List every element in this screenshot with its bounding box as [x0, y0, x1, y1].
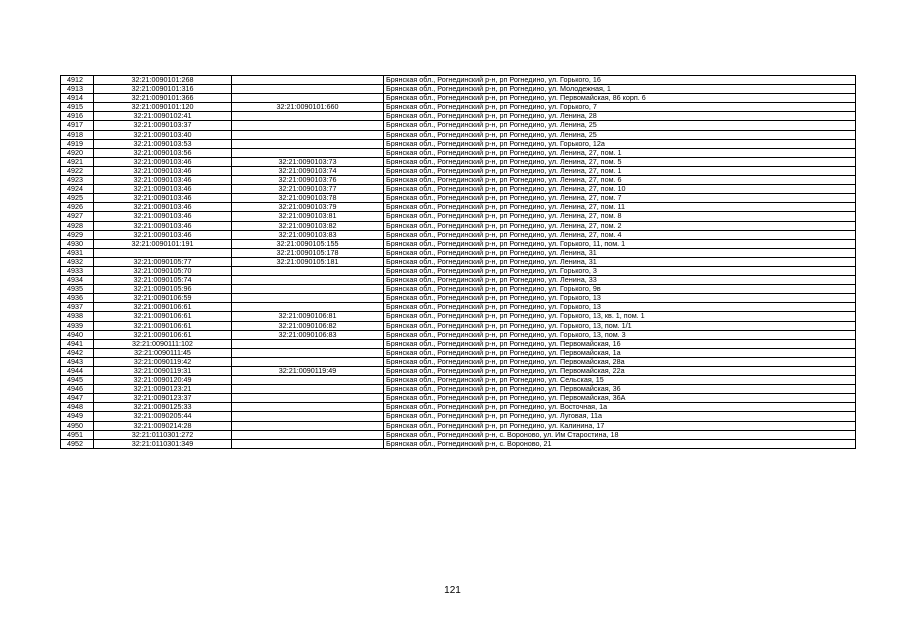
address-cell: Брянская обл., Рогнединский р-н, рп Рогнедино, ул. Первомайская, 86 корп. 6 [384, 94, 856, 103]
premises-cadastral-number-cell: 32:21:0090105:181 [232, 257, 384, 266]
table-row [61, 176, 856, 185]
row-number-cell: 4922 [61, 166, 94, 175]
premises-cadastral-number-cell: 32:21:0090103:77 [232, 185, 384, 194]
premises-cadastral-number-cell: 32:21:0090103:79 [232, 203, 384, 212]
cadastral-number-cell: 32:21:0090111:45 [94, 348, 232, 357]
table-row [61, 339, 856, 348]
table-row [61, 94, 856, 103]
row-number-cell: 4943 [61, 357, 94, 366]
address-cell: Брянская обл., Рогнединский р-н, рп Рогнедино, ул. Первомайская, 22а [384, 367, 856, 376]
table-row [61, 376, 856, 385]
row-number-cell: 4939 [61, 321, 94, 330]
address-cell: Брянская обл., Рогнединский р-н, рп Рогнедино, ул. Ленина, 31 [384, 248, 856, 257]
row-number-cell: 4926 [61, 203, 94, 212]
cadastral-number-cell: 32:21:0090103:46 [94, 194, 232, 203]
table-row [61, 203, 856, 212]
address-cell: Брянская обл., Рогнединский р-н, рп Рогнедино, ул. Горького, 13 [384, 294, 856, 303]
address-cell: Брянская обл., Рогнединский р-н, рп Рогнедино, ул. Первомайская, 36А [384, 394, 856, 403]
property-table-body [61, 76, 856, 449]
row-number-cell: 4950 [61, 421, 94, 430]
premises-cadastral-number-cell: 32:21:0090106:81 [232, 312, 384, 321]
cadastral-number-cell: 32:21:0090105:74 [94, 276, 232, 285]
premises-cadastral-number-cell [232, 121, 384, 130]
table-row [61, 266, 856, 275]
cadastral-number-cell: 32:21:0090214:28 [94, 421, 232, 430]
address-cell: Брянская обл., Рогнединский р-н, рп Рогнедино, ул. Восточная, 1а [384, 403, 856, 412]
address-cell: Брянская обл., Рогнединский р-н, рп Рогнедино, ул. Ленина, 27, пом. 2 [384, 221, 856, 230]
cadastral-number-cell: 32:21:0090123:21 [94, 385, 232, 394]
premises-cadastral-number-cell: 32:21:0090103:74 [232, 166, 384, 175]
premises-cadastral-number-cell [232, 130, 384, 139]
premises-cadastral-number-cell [232, 403, 384, 412]
premises-cadastral-number-cell [232, 376, 384, 385]
address-cell: Брянская обл., Рогнединский р-н, рп Рогнедино, ул. Горького, 3 [384, 266, 856, 275]
table-row [61, 139, 856, 148]
row-number-cell: 4919 [61, 139, 94, 148]
address-cell: Брянская обл., Рогнединский р-н, рп Рогнедино, ул. Горького, 13, пом. 1/1 [384, 321, 856, 330]
cadastral-number-cell: 32:21:0090102:41 [94, 112, 232, 121]
table-row [61, 130, 856, 139]
table-row [61, 185, 856, 194]
premises-cadastral-number-cell: 32:21:0090119:49 [232, 367, 384, 376]
cadastral-number-cell: 32:21:0090103:37 [94, 121, 232, 130]
row-number-cell: 4935 [61, 285, 94, 294]
cadastral-number-cell: 32:21:0090119:42 [94, 357, 232, 366]
cadastral-number-cell: 32:21:0090106:61 [94, 330, 232, 339]
row-number-cell: 4951 [61, 430, 94, 439]
table-row [61, 148, 856, 157]
premises-cadastral-number-cell: 32:21:0090103:83 [232, 230, 384, 239]
table-row [61, 403, 856, 412]
table-row [61, 112, 856, 121]
row-number-cell: 4934 [61, 276, 94, 285]
premises-cadastral-number-cell: 32:21:0090105:178 [232, 248, 384, 257]
premises-cadastral-number-cell: 32:21:0090106:82 [232, 321, 384, 330]
cadastral-number-cell: 32:21:0090103:46 [94, 230, 232, 239]
premises-cadastral-number-cell [232, 357, 384, 366]
premises-cadastral-number-cell: 32:21:0090101:660 [232, 103, 384, 112]
table-row [61, 357, 856, 366]
address-cell: Брянская обл., Рогнединский р-н, рп Рогнедино, ул. Горького, 16 [384, 76, 856, 85]
cadastral-number-cell: 32:21:0090103:46 [94, 157, 232, 166]
premises-cadastral-number-cell [232, 294, 384, 303]
row-number-cell: 4940 [61, 330, 94, 339]
page-number: 121 [444, 585, 461, 596]
row-number-cell: 4916 [61, 112, 94, 121]
row-number-cell: 4912 [61, 76, 94, 85]
row-number-cell: 4915 [61, 103, 94, 112]
cadastral-number-cell: 32:21:0110301:349 [94, 439, 232, 448]
address-cell: Брянская обл., Рогнединский р-н, рп Рогнедино, ул. Ленина, 31 [384, 257, 856, 266]
row-number-cell: 4927 [61, 212, 94, 221]
table-row [61, 421, 856, 430]
row-number-cell: 4928 [61, 221, 94, 230]
cadastral-number-cell: 32:21:0090103:46 [94, 221, 232, 230]
premises-cadastral-number-cell [232, 139, 384, 148]
cadastral-number-cell: 32:21:0090103:46 [94, 176, 232, 185]
table-row [61, 285, 856, 294]
row-number-cell: 4921 [61, 157, 94, 166]
premises-cadastral-number-cell: 32:21:0090103:78 [232, 194, 384, 203]
cadastral-number-cell: 32:21:0090125:33 [94, 403, 232, 412]
cadastral-number-cell: 32:21:0090105:77 [94, 257, 232, 266]
address-cell: Брянская обл., Рогнединский р-н, рп Рогнедино, ул. Ленина, 33 [384, 276, 856, 285]
table-row [61, 348, 856, 357]
table-row [61, 221, 856, 230]
table-row [61, 430, 856, 439]
table-row [61, 257, 856, 266]
address-cell: Брянская обл., Рогнединский р-н, рп Рогнедино, ул. Ленина, 27, пом. 6 [384, 176, 856, 185]
table-row [61, 385, 856, 394]
cadastral-number-cell: 32:21:0090101:191 [94, 239, 232, 248]
row-number-cell: 4923 [61, 176, 94, 185]
address-cell: Брянская обл., Рогнединский р-н, рп Рогнедино, ул. Ленина, 27, пом. 5 [384, 157, 856, 166]
address-cell: Брянская обл., Рогнединский р-н, с. Вороново, ул. Им Старостина, 18 [384, 430, 856, 439]
address-cell: Брянская обл., Рогнединский р-н, рп Рогнедино, ул. Горького, 12а [384, 139, 856, 148]
row-number-cell: 4942 [61, 348, 94, 357]
premises-cadastral-number-cell: 32:21:0090103:81 [232, 212, 384, 221]
premises-cadastral-number-cell [232, 412, 384, 421]
premises-cadastral-number-cell [232, 76, 384, 85]
table-row [61, 321, 856, 330]
address-cell: Брянская обл., Рогнединский р-н, с. Вороново, 21 [384, 439, 856, 448]
premises-cadastral-number-cell [232, 85, 384, 94]
address-cell: Брянская обл., Рогнединский р-н, рп Рогнедино, ул. Ленина, 28 [384, 112, 856, 121]
premises-cadastral-number-cell: 32:21:0090105:155 [232, 239, 384, 248]
premises-cadastral-number-cell [232, 276, 384, 285]
premises-cadastral-number-cell [232, 285, 384, 294]
address-cell: Брянская обл., Рогнединский р-н, рп Рогнедино, ул. Первомайская, 28а [384, 357, 856, 366]
table-row [61, 294, 856, 303]
address-cell: Брянская обл., Рогнединский р-н, рп Рогнедино, ул. Горького, 9в [384, 285, 856, 294]
address-cell: Брянская обл., Рогнединский р-н, рп Рогнедино, ул. Ленина, 27, пом. 1 [384, 166, 856, 175]
row-number-cell: 4931 [61, 248, 94, 257]
cadastral-number-cell: 32:21:0090120:49 [94, 376, 232, 385]
address-cell: Брянская обл., Рогнединский р-н, рп Рогнедино, ул. Калинина, 17 [384, 421, 856, 430]
premises-cadastral-number-cell [232, 266, 384, 275]
premises-cadastral-number-cell [232, 394, 384, 403]
premises-cadastral-number-cell [232, 339, 384, 348]
table-row [61, 194, 856, 203]
address-cell: Брянская обл., Рогнединский р-н, рп Рогнедино, ул. Ленина, 25 [384, 130, 856, 139]
cadastral-number-cell: 32:21:0090103:46 [94, 166, 232, 175]
cadastral-number-cell: 32:21:0090106:61 [94, 321, 232, 330]
address-cell: Брянская обл., Рогнединский р-н, рп Рогнедино, ул. Молодежная, 1 [384, 85, 856, 94]
row-number-cell: 4947 [61, 394, 94, 403]
cadastral-number-cell: 32:21:0090106:61 [94, 303, 232, 312]
row-number-cell: 4917 [61, 121, 94, 130]
row-number-cell: 4913 [61, 85, 94, 94]
row-number-cell: 4930 [61, 239, 94, 248]
table-row [61, 239, 856, 248]
premises-cadastral-number-cell: 32:21:0090103:76 [232, 176, 384, 185]
table-row [61, 103, 856, 112]
row-number-cell: 4929 [61, 230, 94, 239]
address-cell: Брянская обл., Рогнединский р-н, рп Рогнедино, ул. Ленина, 27, пом. 1 [384, 148, 856, 157]
premises-cadastral-number-cell: 32:21:0090106:83 [232, 330, 384, 339]
row-number-cell: 4952 [61, 439, 94, 448]
address-cell: Брянская обл., Рогнединский р-н, рп Рогнедино, ул. Горького, 13, пом. 3 [384, 330, 856, 339]
address-cell: Брянская обл., Рогнединский р-н, рп Рогнедино, ул. Горького, 7 [384, 103, 856, 112]
cadastral-number-cell: 32:21:0090103:46 [94, 203, 232, 212]
cadastral-number-cell: 32:21:0110301:272 [94, 430, 232, 439]
row-number-cell: 4946 [61, 385, 94, 394]
cadastral-number-cell: 32:21:0090101:316 [94, 85, 232, 94]
cadastral-number-cell: 32:21:0090123:37 [94, 394, 232, 403]
row-number-cell: 4925 [61, 194, 94, 203]
premises-cadastral-number-cell [232, 303, 384, 312]
row-number-cell: 4932 [61, 257, 94, 266]
premises-cadastral-number-cell [232, 385, 384, 394]
table-row [61, 230, 856, 239]
table-row [61, 212, 856, 221]
premises-cadastral-number-cell [232, 348, 384, 357]
row-number-cell: 4948 [61, 403, 94, 412]
cadastral-number-cell: 32:21:0090103:46 [94, 212, 232, 221]
cadastral-number-cell: 32:21:0090101:120 [94, 103, 232, 112]
premises-cadastral-number-cell [232, 148, 384, 157]
row-number-cell: 4936 [61, 294, 94, 303]
row-number-cell: 4941 [61, 339, 94, 348]
table-row [61, 303, 856, 312]
cadastral-number-cell: 32:21:0090103:40 [94, 130, 232, 139]
cadastral-number-cell: 32:21:0090103:46 [94, 185, 232, 194]
address-cell: Брянская обл., Рогнединский р-н, рп Рогнедино, ул. Ленина, 27, пом. 4 [384, 230, 856, 239]
table-row [61, 276, 856, 285]
cadastral-number-cell: 32:21:0090111:102 [94, 339, 232, 348]
premises-cadastral-number-cell [232, 430, 384, 439]
row-number-cell: 4937 [61, 303, 94, 312]
address-cell: Брянская обл., Рогнединский р-н, рп Рогнедино, ул. Горького, 13, кв. 1, пом. 1 [384, 312, 856, 321]
premises-cadastral-number-cell [232, 439, 384, 448]
address-cell: Брянская обл., Рогнединский р-н, рп Рогнедино, ул. Луговая, 11а [384, 412, 856, 421]
cadastral-number-cell: 32:21:0090105:96 [94, 285, 232, 294]
premises-cadastral-number-cell [232, 112, 384, 121]
row-number-cell: 4933 [61, 266, 94, 275]
row-number-cell: 4945 [61, 376, 94, 385]
address-cell: Брянская обл., Рогнединский р-н, рп Рогнедино, ул. Первомайская, 16 [384, 339, 856, 348]
table-row [61, 85, 856, 94]
cadastral-number-cell: 32:21:0090101:366 [94, 94, 232, 103]
address-cell: Брянская обл., Рогнединский р-н, рп Рогнедино, ул. Ленина, 27, пом. 11 [384, 203, 856, 212]
table-row [61, 367, 856, 376]
cadastral-number-cell: 32:21:0090106:61 [94, 312, 232, 321]
table-row [61, 412, 856, 421]
address-cell: Брянская обл., Рогнединский р-н, рп Рогнедино, ул. Ленина, 27, пом. 7 [384, 194, 856, 203]
row-number-cell: 4914 [61, 94, 94, 103]
table-row [61, 330, 856, 339]
cadastral-number-cell: 32:21:0090103:53 [94, 139, 232, 148]
address-cell: Брянская обл., Рогнединский р-н, рп Рогнедино, ул. Первомайская, 36 [384, 385, 856, 394]
address-cell: Брянская обл., Рогнединский р-н, рп Рогнедино, ул. Горького, 11, пом. 1 [384, 239, 856, 248]
table-row [61, 312, 856, 321]
address-cell: Брянская обл., Рогнединский р-н, рп Рогнедино, ул. Ленина, 27, пом. 8 [384, 212, 856, 221]
table-row [61, 157, 856, 166]
premises-cadastral-number-cell: 32:21:0090103:73 [232, 157, 384, 166]
address-cell: Брянская обл., Рогнединский р-н, рп Рогнедино, ул. Первомайская, 1а [384, 348, 856, 357]
premises-cadastral-number-cell: 32:21:0090103:82 [232, 221, 384, 230]
cadastral-number-cell: 32:21:0090105:70 [94, 266, 232, 275]
table-row [61, 76, 856, 85]
cadastral-number-cell: 32:21:0090103:56 [94, 148, 232, 157]
address-cell: Брянская обл., Рогнединский р-н, рп Рогнедино, ул. Ленина, 27, пом. 10 [384, 185, 856, 194]
cadastral-number-cell: 32:21:0090106:59 [94, 294, 232, 303]
table-row [61, 166, 856, 175]
address-cell: Брянская обл., Рогнединский р-н, рп Рогнедино, ул. Ленина, 25 [384, 121, 856, 130]
row-number-cell: 4938 [61, 312, 94, 321]
address-cell: Брянская обл., Рогнединский р-н, рп Рогнедино, ул. Горького, 13 [384, 303, 856, 312]
table-row [61, 439, 856, 448]
table-row [61, 248, 856, 257]
cadastral-number-cell [94, 248, 232, 257]
address-cell: Брянская обл., Рогнединский р-н, рп Рогнедино, ул. Сельская, 15 [384, 376, 856, 385]
table-row [61, 394, 856, 403]
cadastral-number-cell: 32:21:0090101:268 [94, 76, 232, 85]
premises-cadastral-number-cell [232, 94, 384, 103]
row-number-cell: 4924 [61, 185, 94, 194]
table-row [61, 121, 856, 130]
premises-cadastral-number-cell [232, 421, 384, 430]
cadastral-number-cell: 32:21:0090119:31 [94, 367, 232, 376]
property-table [60, 75, 856, 449]
row-number-cell: 4918 [61, 130, 94, 139]
row-number-cell: 4920 [61, 148, 94, 157]
cadastral-number-cell: 32:21:0090205:44 [94, 412, 232, 421]
row-number-cell: 4949 [61, 412, 94, 421]
row-number-cell: 4944 [61, 367, 94, 376]
